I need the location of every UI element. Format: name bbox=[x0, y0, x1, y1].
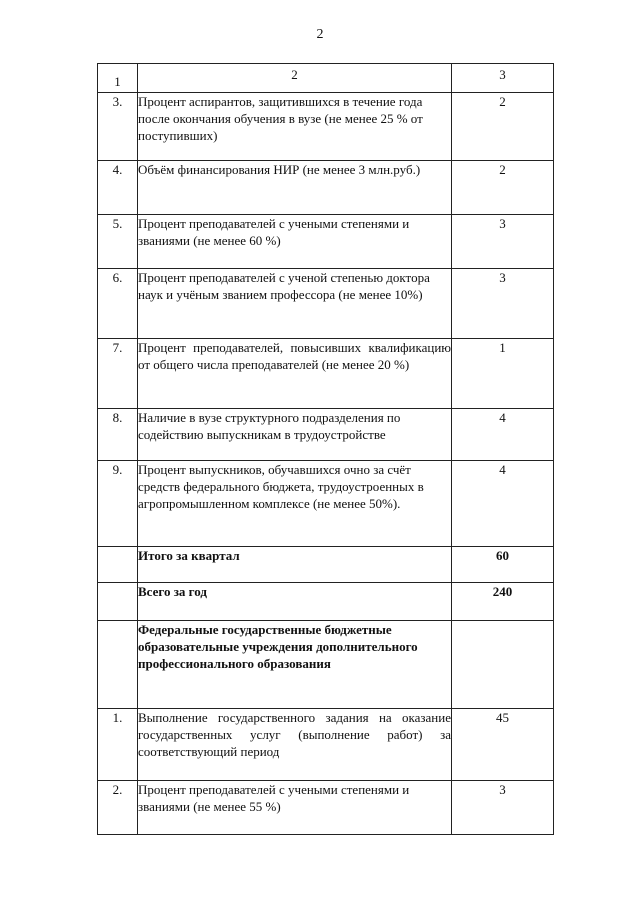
table-row bbox=[98, 709, 554, 781]
quarter-total-label: Итого за квартал bbox=[138, 547, 452, 583]
row-criterion: Процент преподавателей с учеными степенями и званиями (не менее 55 %) bbox=[138, 781, 452, 835]
year-total-score: 240 bbox=[452, 583, 554, 621]
criteria-table bbox=[97, 63, 554, 835]
row-number-empty bbox=[98, 583, 138, 621]
row-number-empty bbox=[98, 547, 138, 583]
header-col-1: 1 bbox=[98, 64, 138, 93]
row-criterion: Объём финансирования НИР (не менее 3 млн.руб.) bbox=[138, 161, 452, 215]
row-number: 4. bbox=[98, 161, 138, 215]
year-total-label: Всего за год bbox=[138, 583, 452, 621]
row-criterion: Процент преподавателей с учеными степенями и званиями (не менее 60 %) bbox=[138, 215, 452, 269]
year-total-row bbox=[98, 583, 554, 621]
row-score-empty bbox=[452, 621, 554, 709]
row-number: 2. bbox=[98, 781, 138, 835]
row-criterion: Процент выпускников, обучавшихся очно за счёт средств федерального бюджета, трудоустроенных в агропромышленном комплексе (не менее 50%). bbox=[138, 461, 452, 547]
row-criterion: Процент аспирантов, защитившихся в течение года после окончания обучения в вузе (не менее 25 % от поступивших) bbox=[138, 93, 452, 161]
row-score: 1 bbox=[452, 339, 554, 409]
row-score: 2 bbox=[452, 93, 554, 161]
row-number: 5. bbox=[98, 215, 138, 269]
quarter-total-row bbox=[98, 547, 554, 583]
header-col-2: 2 bbox=[138, 64, 452, 93]
row-number: 9. bbox=[98, 461, 138, 547]
section-heading-row bbox=[98, 621, 554, 709]
table-row bbox=[98, 215, 554, 269]
table-row bbox=[98, 269, 554, 339]
table-row bbox=[98, 409, 554, 461]
table-row bbox=[98, 161, 554, 215]
row-criterion: Наличие в вузе структурного подразделения по содействию выпускникам в трудоустройстве bbox=[138, 409, 452, 461]
row-number: 6. bbox=[98, 269, 138, 339]
table-row bbox=[98, 781, 554, 835]
table-row bbox=[98, 339, 554, 409]
row-score: 3 bbox=[452, 215, 554, 269]
header-col-3: 3 bbox=[452, 64, 554, 93]
section-heading: Федеральные государственные бюджетные образовательные учреждения дополнительного профессионального образования bbox=[138, 621, 452, 709]
row-score: 2 bbox=[452, 161, 554, 215]
row-score: 4 bbox=[452, 461, 554, 547]
row-score: 45 bbox=[452, 709, 554, 781]
table-header-row bbox=[98, 64, 554, 93]
quarter-total-score: 60 bbox=[452, 547, 554, 583]
row-number: 1. bbox=[98, 709, 138, 781]
row-score: 3 bbox=[452, 781, 554, 835]
row-criterion: Выполнение государственного задания на оказание государственных услуг (выполнение работ) за соответствующий период bbox=[138, 709, 452, 781]
row-criterion: Процент преподавателей с ученой степенью доктора наук и учёным званием профессора (не менее 10%) bbox=[138, 269, 452, 339]
row-number: 7. bbox=[98, 339, 138, 409]
row-number-empty bbox=[98, 621, 138, 709]
row-criterion: Процент преподавателей, повысивших квалификацию от общего числа преподавателей (не менее 20 %) bbox=[138, 339, 452, 409]
table-row bbox=[98, 93, 554, 161]
row-number: 8. bbox=[98, 409, 138, 461]
page-number: 2 bbox=[316, 27, 324, 42]
table-row bbox=[98, 461, 554, 547]
row-score: 4 bbox=[452, 409, 554, 461]
row-number: 3. bbox=[98, 93, 138, 161]
row-score: 3 bbox=[452, 269, 554, 339]
